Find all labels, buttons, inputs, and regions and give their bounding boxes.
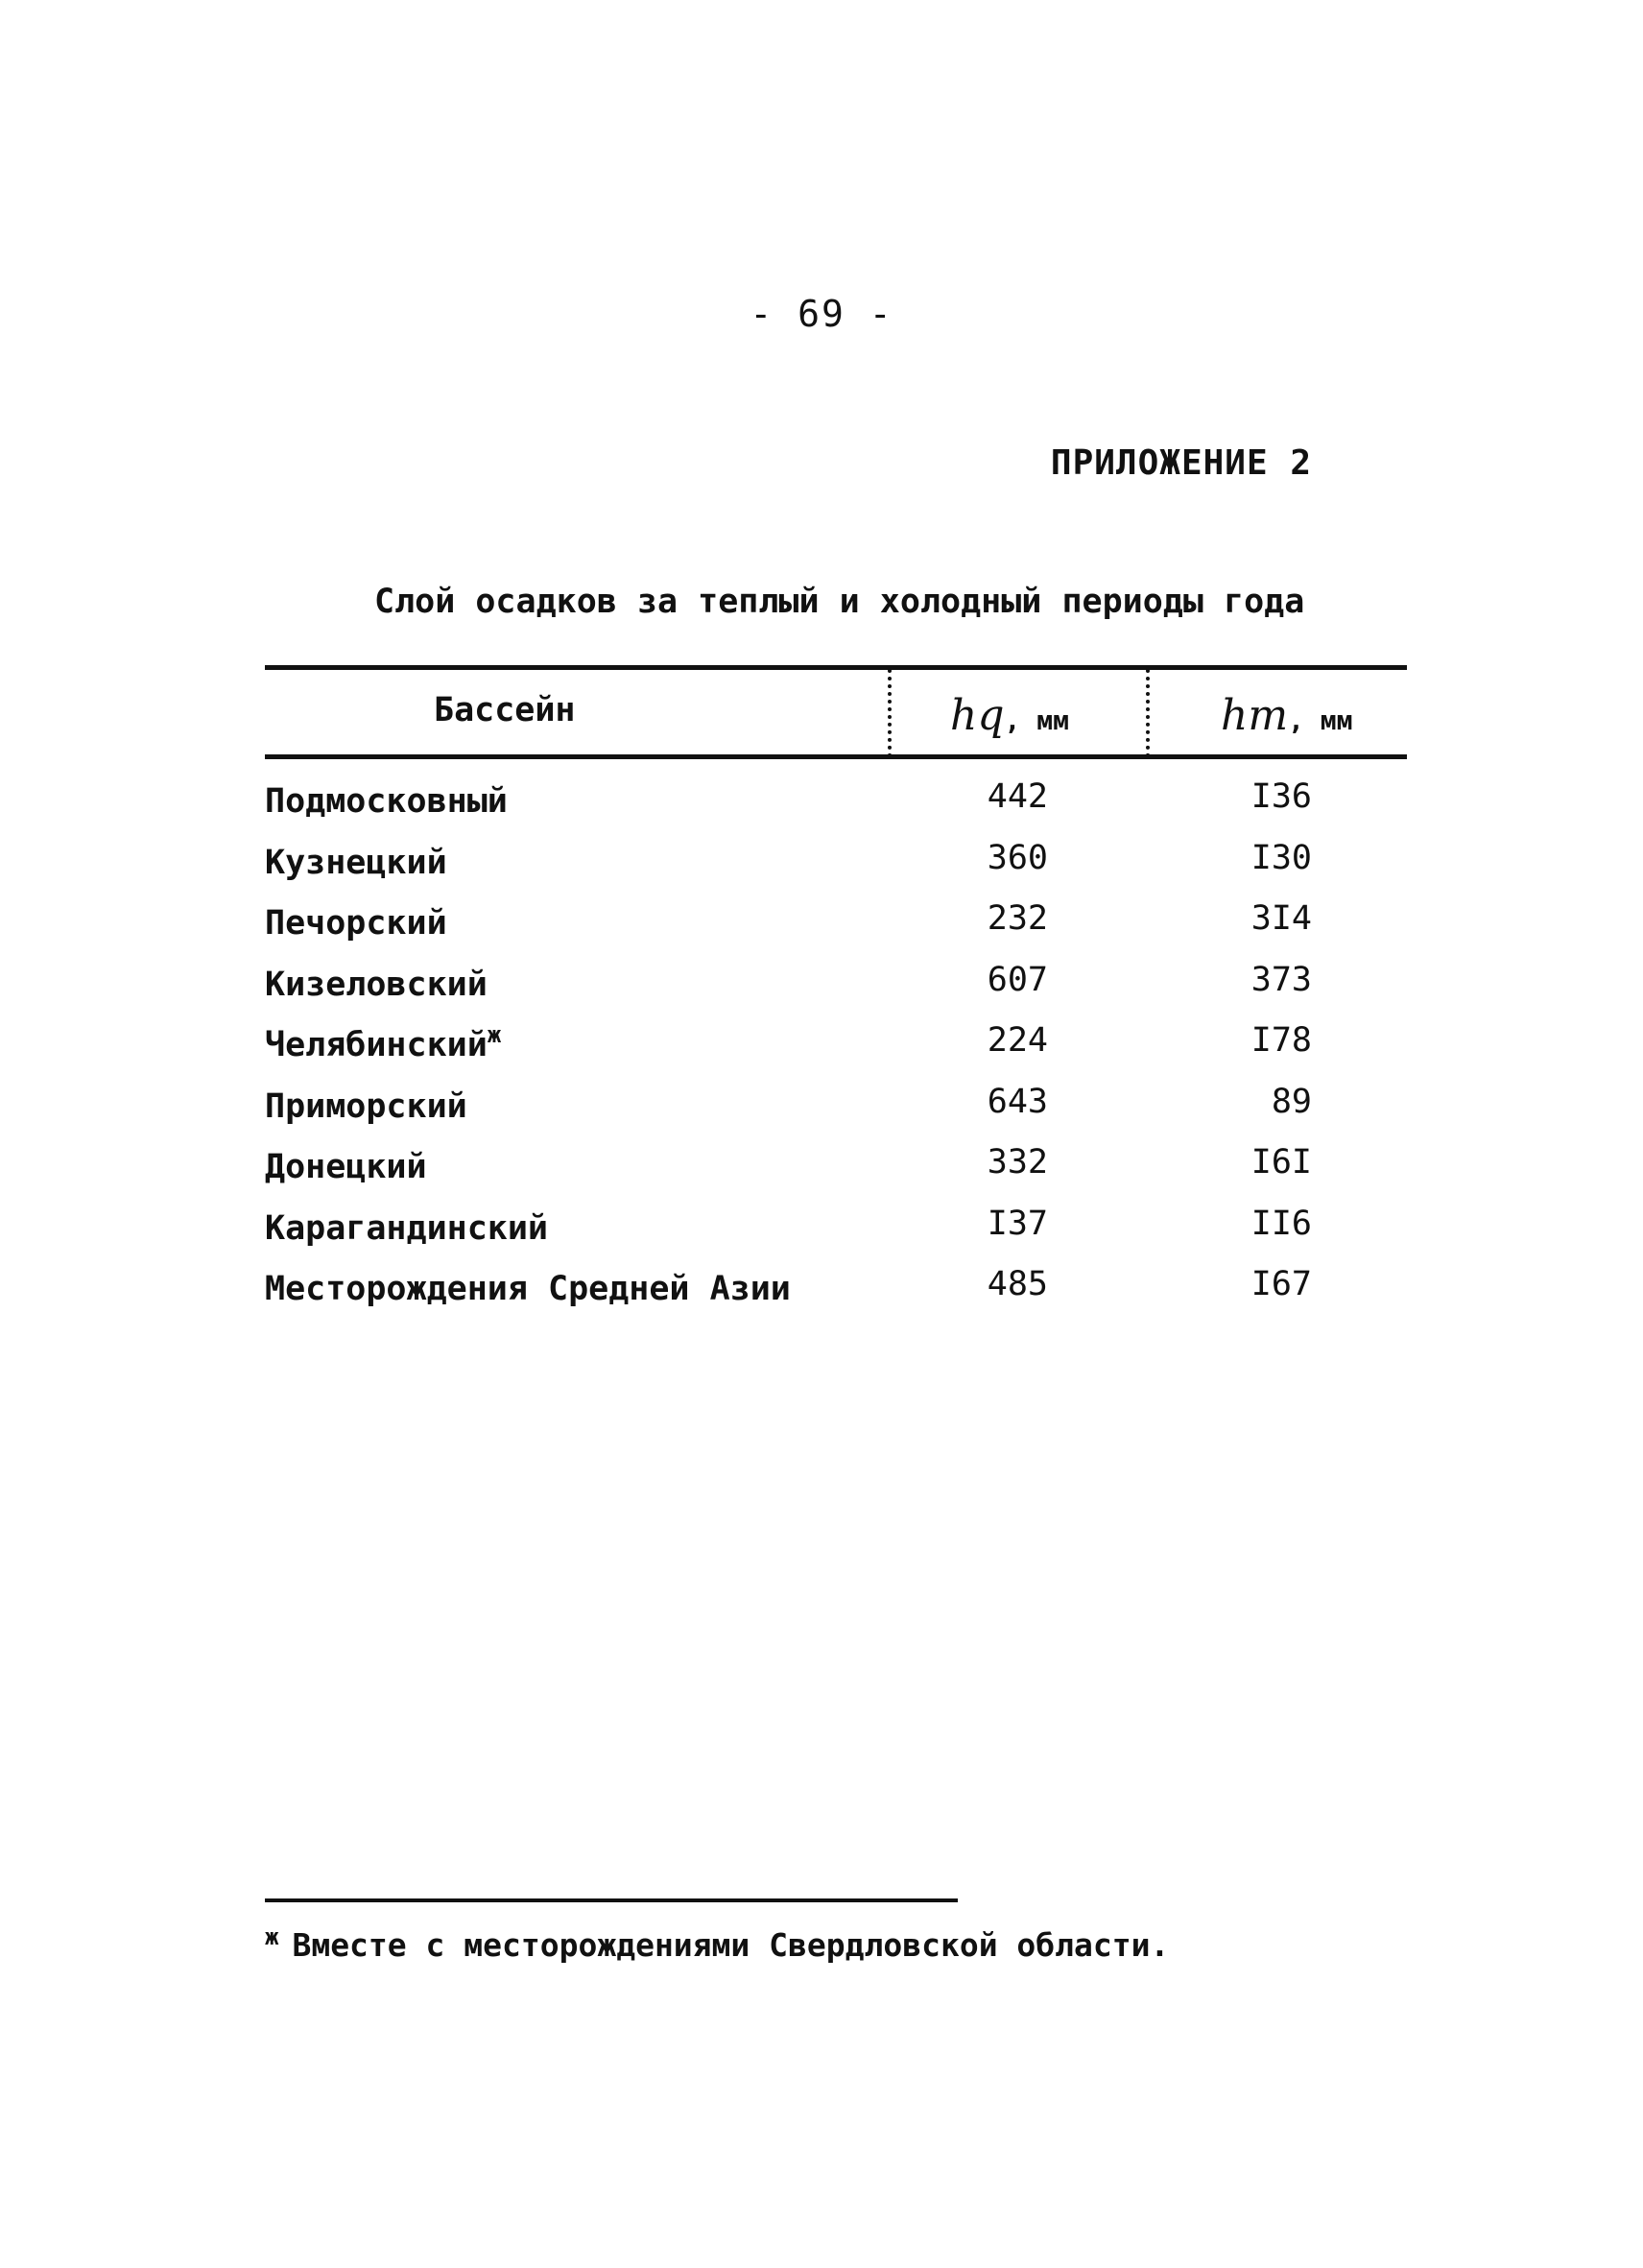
hq-unit: , мм — [1004, 704, 1069, 736]
table-row — [0, 1265, 1643, 1326]
hm-value: 89 — [1271, 1082, 1312, 1121]
column-header-hq — [950, 691, 1069, 740]
hq-symbol: hq — [950, 691, 1005, 740]
footnote-mark: ж — [487, 1021, 502, 1048]
table-row — [0, 1205, 1643, 1266]
table-row — [0, 839, 1643, 900]
table-body — [0, 777, 1643, 1326]
table-row — [0, 1143, 1643, 1205]
basin-name: Челябинский$^ж$ — [265, 1021, 502, 1064]
basin-name: Печорский — [265, 904, 447, 943]
hm-value: I30 — [1250, 838, 1312, 877]
footnote-mark: ж — [265, 1923, 279, 1950]
hm-value: I36 — [1250, 777, 1312, 816]
basin-name: Карагандинский — [265, 1208, 549, 1248]
hq-value: 360 — [987, 838, 1048, 877]
page-number: - 69 - — [750, 293, 893, 335]
hm-symbol: hm — [1221, 691, 1289, 740]
hm-unit: , мм — [1288, 704, 1353, 736]
hq-value: 643 — [987, 1082, 1048, 1121]
basin-name: Донецкий — [265, 1148, 427, 1186]
hq-value: I37 — [987, 1204, 1048, 1243]
header-separator — [888, 669, 895, 757]
header-separator — [1146, 669, 1154, 757]
hm-value: 373 — [1250, 960, 1312, 999]
basin-name: Подмосковный — [265, 782, 508, 821]
hq-value: 224 — [987, 1021, 1048, 1060]
column-header-hm — [1221, 691, 1353, 740]
column-header-basin: Бассейн — [434, 691, 576, 729]
table-row — [0, 1021, 1643, 1083]
hm-value: I67 — [1250, 1265, 1312, 1303]
basin-name: Месторождения Средней Азии — [265, 1270, 791, 1308]
hm-value: 3I4 — [1250, 899, 1312, 938]
basin-name: Кизеловский — [265, 965, 488, 1004]
footnote-text: Вместе с месторождениями Свердловской области. — [292, 1926, 1170, 1964]
table-title: Слой осадков за теплый и холодный периоды года — [374, 583, 1305, 621]
footnote — [265, 1923, 1169, 1964]
table-row — [0, 899, 1643, 961]
hq-value: 485 — [987, 1265, 1048, 1303]
hq-value: 232 — [987, 899, 1048, 938]
table-header-rule — [265, 754, 1407, 759]
hq-value: 442 — [987, 777, 1048, 816]
hm-value: I78 — [1250, 1021, 1312, 1060]
table-row — [0, 1083, 1643, 1144]
hq-value: 332 — [987, 1143, 1048, 1182]
appendix-label: ПРИЛОЖЕНИЕ 2 — [1050, 443, 1312, 483]
basin-name: Кузнецкий — [265, 843, 447, 882]
table-row — [0, 777, 1643, 839]
hm-value: I6I — [1250, 1143, 1312, 1182]
hm-value: II6 — [1250, 1204, 1312, 1243]
table-row — [0, 961, 1643, 1022]
hq-value: 607 — [987, 960, 1048, 999]
basin-name: Приморский — [265, 1086, 467, 1126]
footnote-rule — [265, 1898, 958, 1902]
table-top-rule — [265, 665, 1407, 670]
